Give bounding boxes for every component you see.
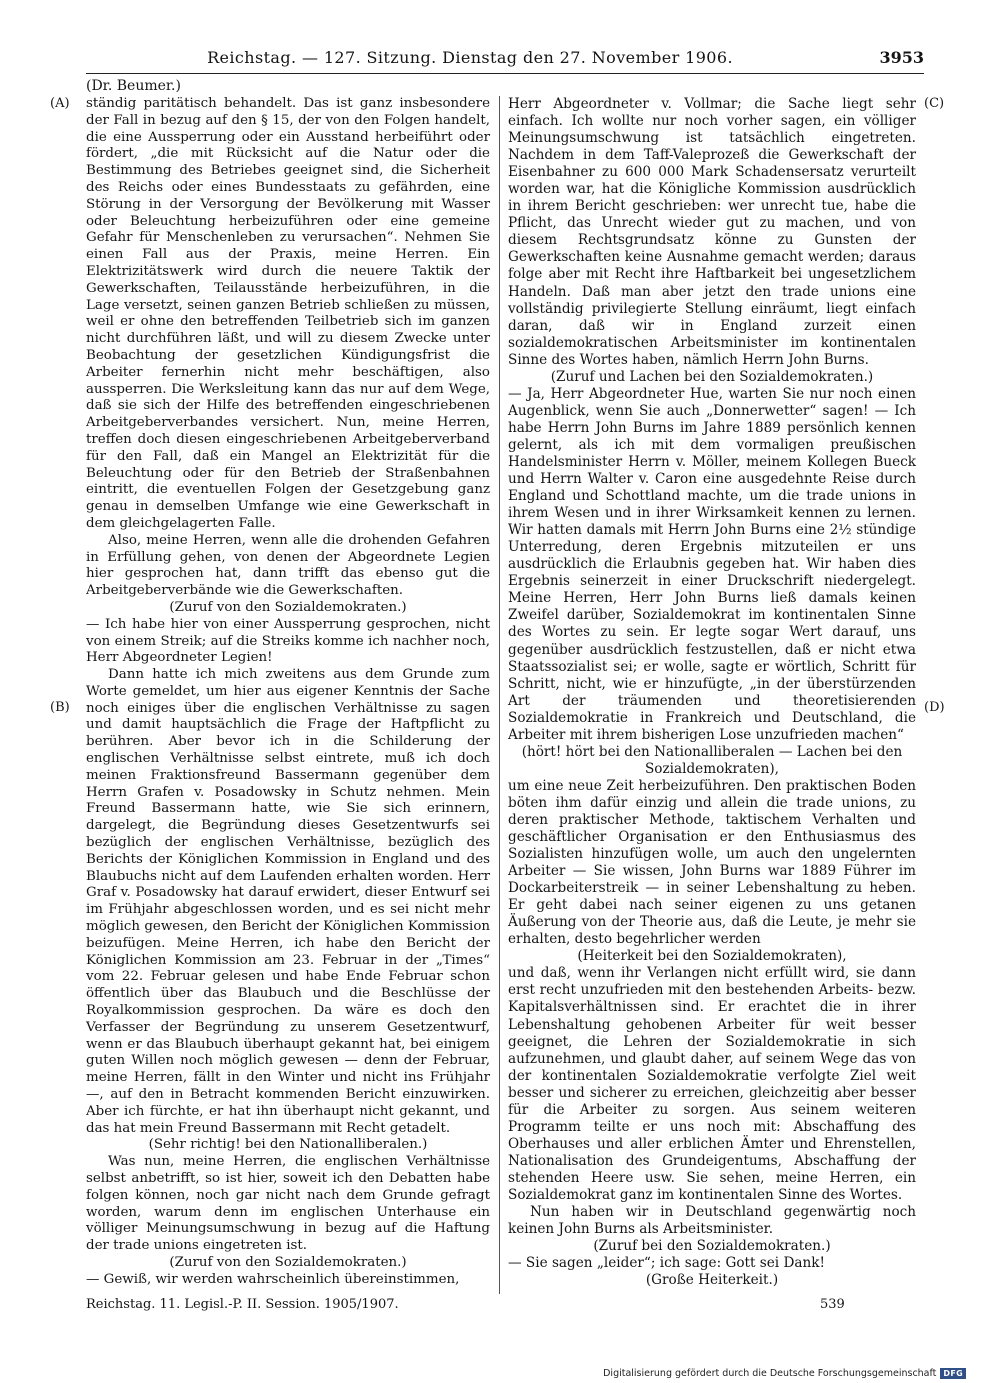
interjection: (Große Heiterkeit.) — [645, 1272, 779, 1289]
margin-mark-d: (D) — [924, 700, 945, 715]
interjection: (Zuruf bei den Sozialdemokraten.) — [593, 1238, 831, 1255]
paragraph: Nun haben wir in Deutschland gegenwärtig noch keinen John Burns als Arbeitsminister. — [508, 1204, 916, 1238]
paragraph: — Sie sagen „leider“; ich sage: Gott sei Dank! — [508, 1255, 825, 1272]
paragraph: Was nun, meine Herren, die englischen Verhältnisse selbst anbetrifft, so ist hier, soweit ich den Debatten habe folgen können, noch gar nicht nach dem Grunde gefragt worden, warum denn im englischen Unterhause ein völliger Meinungsumschwung in bezug auf die Haftung der trade unions eingetreten ist. — [86, 1154, 490, 1254]
margin-mark-b: (B) — [50, 700, 70, 715]
dfg-logo-icon: DFG — [940, 1368, 966, 1379]
running-header — [86, 48, 924, 74]
paragraph: Dann hatte ich mich zweitens aus dem Grunde zum Worte gemeldet, um hier aus eigener Kenntnis der Sache noch einiges über die englischen Verhältnisse zu sagen und damit hauptsächlich die Frage der Haftpflicht zu berühren. Aber bevor ich in die Schilderung der englischen Verhältnisse selbst eintrete, muß ich doch meinen Fraktionsfreund Bassermann gegenüber dem Herrn Grafen v. Posadowsky in Schutz nehmen. Mein Freund Bassermann hatte, wie Sie sich erinnern, dargelegt, die Begründung dieses Gesetzentwurfs sei bezüglich der englischen Verhältnisse, bezüglich des Berichts der Königlichen Kommission in England und des Blaubuchs nicht auf dem Laufenden erhalten worden. Herr Graf v. Posadowsky hat darauf erwidert, dieser Entwurf sei im Frühjahr abgeschlossen worden, und es sei nicht mehr möglich gewesen, den Bericht der Königlichen Kommission beizufügen. Meine Herren, ich habe den Bericht der Königlichen Kommission am 23. Februar in der „Times“ vom 22. Februar gelesen und habe Ende Februar schon öffentlich über das Blaubuch und die Beschlüsse der Royalkommission gesprochen. Da wäre es doch den Verfasser der Begründung zu unserem Gesetzentwurf, wenn er das Blaubuch überhaupt gekannt hat, bei einigem guten Willen noch möglich gewesen — denn der Februar, meine Herren, fällt in den Winter und nicht ins Frühjahr —, auf den in Betracht kommenden Bericht einzuwirken. Aber ich fürchte, er hat ihn überhaupt nicht gekannt, und das hat mein Freund Bassermann mit Recht getadelt. — [86, 667, 490, 1136]
credit-text: Digitalisierung gefördert durch die Deutsche Forschungsgemeinschaft — [603, 1368, 937, 1379]
paragraph: — Gewiß, wir werden wahrscheinlich übereinstimmen, — [86, 1271, 460, 1287]
interjection: (Zuruf von den Sozialdemokraten.) — [169, 599, 407, 615]
footer-sheet-number: 539 — [820, 1297, 845, 1312]
digitization-credit — [603, 1368, 966, 1379]
interjection: (Sehr richtig! bei den Nationalliberalen.) — [148, 1137, 428, 1153]
header-rule — [86, 73, 924, 74]
paragraph: ständig paritätisch behandelt. Das ist ganz insbesondere der Fall in bezug auf den § 15, der von den Folgen handelt, die eine Aussperrung oder ein Ausstand herbeiführt oder fördert, „die mit Rücksicht auf die Natur oder die Bestimmung des Betriebes geeignet sind, die Sicherheit des Reichs oder eines Bundesstaats zu gefährden, eine Störung in der Versorgung der Bevölkerung mit Wasser oder Beleuchtung herbeizuführen oder eine gemeine Gefahr für Menschenleben zu verursachen“. Nehmen Sie einen Fall aus der Praxis, meine Herren. Ein Elektrizitätswerk wird durch die neuere Taktik der Gewerkschaften, Teilausstände herbeizuführen, in die Lage versetzt, seinen ganzen Betrieb schließen zu müssen, weil er ohne den betreffenden Teilbetrieb sich im ganzen nicht durchführen läßt, und will zu diesem Zwecke unter Beobachtung der gesetzlichen Kündigungsfrist die Arbeiter fernerhin nicht mehr beschäftigen, also aussperren. Die Werksleitung kann das nur auf dem Wege, daß sie sich der Hilfe des betreffenden eingeschriebenen Arbeitgeberverbandes versichert. Nun, meine Herren, treffen doch diesen eingeschriebenen Arbeitgeberverband für den Fall, daß ein Mangel an Elektrizität für die Beleuchtung oder für den Betrieb der Straßenbahnen eintritt, die eventuellen Folgen der Gesetzgebung ganz genau in demselben Umfange wie eine Gewerkschaft in dem gleichgelagerten Falle. — [86, 96, 490, 531]
interjection: (hört! hört bei den Nationalliberalen — Lachen bei den Sozialdemokraten), — [521, 743, 903, 777]
column-divider — [499, 96, 500, 1294]
right-column — [508, 96, 916, 1289]
paragraph: — Ich habe hier von einer Aussperrung gesprochen, nicht von einem Streik; auf die Streiks komme ich nachher noch, Herr Abgeordneter Legien! — [86, 616, 490, 666]
left-column — [86, 96, 490, 1289]
margin-mark-a: (A) — [50, 96, 70, 111]
interjection: (Heiterkeit bei den Sozialdemokraten), — [577, 948, 847, 965]
footer-session-info: Reichstag. 11. Legisl.-P. II. Session. 1905/1907. — [86, 1297, 399, 1312]
page-number: 3953 — [879, 48, 924, 67]
interjection: (Zuruf von den Sozialdemokraten.) — [169, 1254, 407, 1270]
paragraph: Also, meine Herren, wenn alle die drohenden Gefahren in Erfüllung gehen, von denen der Abgeordnete Legien hier gesprochen hat, dann trifft das ebenso gut die Arbeitgeberverbände wie die Gewerkschaften. — [86, 532, 490, 599]
margin-mark-c: (C) — [924, 96, 945, 111]
paragraph: Herr Abgeordneter v. Vollmar; die Sache liegt sehr einfach. Ich wollte nur noch vorher sagen, ein völliger Meinungsumschwung ist tatsächlich eingetreten. Nachdem in dem Taff-Valeprozeß die Gewerkschaft der Eisenbahner zu 600 000 Mark Schadensersatz verurteilt worden war, hat die Königliche Kommission ausdrücklich in ihrem Bericht geschrieben: wer unrecht tue, habe die Pflicht, das Unrecht wieder gut zu machen, und von diesem Rechtsgrundsatz könne zu Gunsten der Gewerkschaften keine Ausnahme gemacht werden; daraus folge aber mit Recht ihre Haftbarkeit bei ungesetzlichem Handeln. Daß man aber jetzt den trade unions eine vollständig privilegierte Stellung einräumt, liegt einfach daran, daß wir in England zurzeit einen sozialdemokratischen Arbeitsminister im kontinentalen Sinne des Wortes haben, nämlich Herrn John Burns. — [508, 96, 916, 368]
paragraph: — Ja, Herr Abgeordneter Hue, warten Sie nur noch einen Augenblick, wenn Sie auch „Donnerwetter“ sagen! — Ich habe Herrn John Burns im Jahre 1889 persönlich kennen gelernt, als ich mit dem vormaligen preußischen Handelsminister Herrn v. Möller, meinem Kollegen Bueck und Herrn Walter v. Caron eine ausgedehnte Reise durch England und Schottland machte, um die trade unions in ihrem Wesen und in ihrer Wirksamkeit kennen zu lernen. Wir hatten damals mit Herrn John Burns eine 2½ stündige Unterredung, deren Ergebnis mitzuteilen er uns ausdrücklich die Erlaubnis gegeben hat. Wir haben dies Ergebnis seinerzeit in einer Druckschrift niedergelegt. Meine Herren, Herr John Burns ließ damals keinen Zweifel darüber, Sozialdemokrat im kontinentalen Sinne des Wortes zu sein. Er legte sogar Wert darauf, uns gegenüber ausdrücklich festzustellen, daß er nicht etwa Staatssozialist sei; er wolle, sagte er wörtlich, Schritt für Schritt, nicht, wie er hinzufügte, „in der überstürzenden Art der träumenden und theoretisierenden Sozialdemokratie in Frankreich und Deutschland, die Arbeiter mit ihrem bisherigen Lose unzufrieden machen“ — [508, 385, 916, 743]
speaker-label: (Dr. Beumer.) — [86, 78, 181, 94]
interjection: (Zuruf und Lachen bei den Sozialdemokraten.) — [550, 368, 874, 385]
paragraph: und daß, wenn ihr Verlangen nicht erfüllt wird, sie dann erst recht unzufrieden mit den bestehenden Arbeits- bezw. Kapitalsverhältnissen sind. Er erachtet die in ihrer Lebenshaltung gehobenen Arbeiter für weit besser geeignet, die Lehren der Sozialdemokratie in sich aufzunehmen, und glaubt daher, auf seinem Wege das von der kontinentalen Sozialdemokratie verfolgte Ziel weit besser und sicherer zu erreichen, gleichzeitig aber besser für die Arbeiter zu sorgen. Aus seinem weiteren Programm teilte er uns noch mit: Abschaffung des Oberhauses und aller erblichen Ämter und Ehrenstellen, Nationalisation des Grundeigentums, Abschaffung der stehenden Heere usw. Sie sehen, meine Herren, ein Sozialdemokrat ganz im kontinentalen Sinne des Wortes. — [508, 965, 916, 1203]
running-title: Reichstag. — 127. Sitzung. Dienstag den 27. November 1906. — [207, 48, 733, 67]
paragraph: um eine neue Zeit herbeizuführen. Den praktischen Boden böten ihm dafür einzig und allein die trade unions, zu deren praktischer Methode, taktischem Verhalten und geschäftlicher Organisation er den Enthusiasmus des Sozialisten hinzufügen wolle, um auch den ungelernten Arbeiter — Sie wissen, John Burns war 1889 Führer im Dockarbeiterstreik — in seiner Lebenshaltung zu heben. Er geht dabei nach seiner eigenen zu uns getanen Äußerung von der Theorie aus, daß die Leute, je mehr sie erhalten, desto begehrlicher werden — [508, 777, 916, 948]
